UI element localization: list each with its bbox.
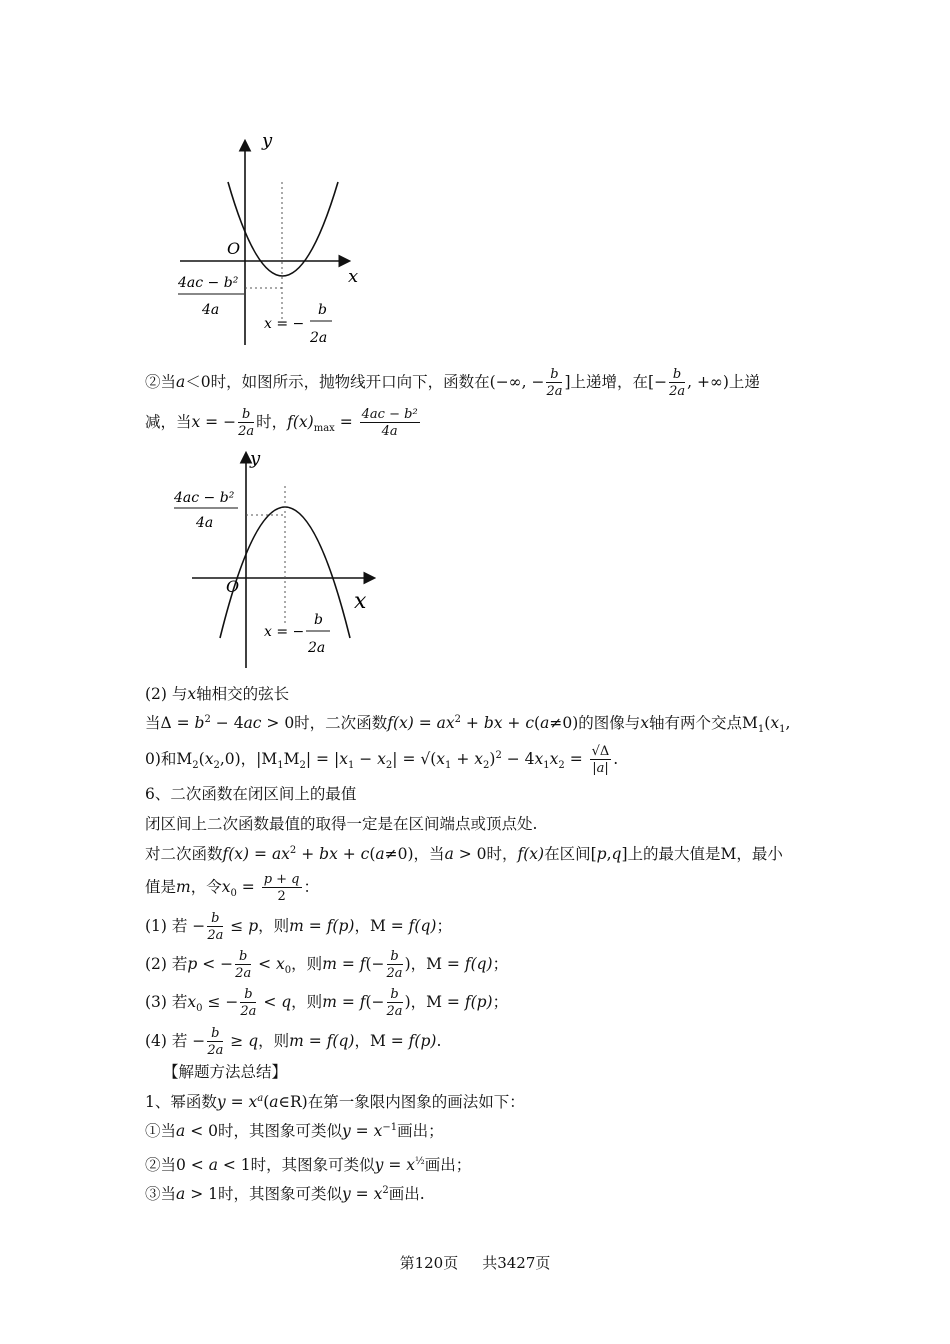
parabola-downward-figure (168, 448, 383, 673)
vertex-num: b (318, 302, 327, 318)
min-value-num: 4ac − b² (178, 275, 239, 291)
vertex-den: 2a (308, 640, 326, 656)
method-4: ③当a > 1时，其图象可类似$y = x^2$画出. (145, 1184, 425, 1203)
method-3: ②当0 < a < 1时，其图象可类似$y = x^{\frac{1}{2}}$画出； (145, 1155, 472, 1174)
y-axis-label: y (262, 130, 273, 151)
page-total: 共3427页 (482, 1254, 551, 1272)
origin-label: O (226, 577, 240, 596)
method-summary-title: 【解题方法总结】 (163, 1063, 288, 1081)
parabola-upward-figure (170, 130, 370, 350)
para-case-a-negative-2: 减，当x = − $\frac{b}{2a}$ 时，$f(x)_{max}$ = $\frac{\text{4ac − b²}}{4a}$ (145, 407, 418, 439)
case-1: (1) 若 − $\frac{b}{2a}$ ≤ p，则m = f(p)，M = f(q)； (145, 911, 452, 943)
vertex-label: x = − (264, 316, 305, 332)
section-chord-title: (2) 与x轴相交的弦长 (145, 685, 290, 703)
case-4: (4) 若 − $\frac{b}{2a}$ ≥ q，则m = f(q)，M = f(p). (145, 1026, 442, 1058)
case-2: (2) 若p < − $\frac{b}{2a}$ < $x_0$，则m = f(− $\frac{b}{2a}$ )，M = f(q)； (145, 949, 509, 981)
max-value-den: 4a (196, 515, 214, 531)
y-axis-label: y (250, 448, 261, 469)
section-6-line-1: 闭区间上二次函数最值的取得一定是在区间端点或顶点处. (145, 815, 538, 833)
para-case-a-negative-1: ②当a＜0时，如图所示，抛物线开口向下，函数在(−∞, − $\frac{b}{2a}$ ]上递增，在[− $\frac{b}{2a}$ , +∞)上递 (145, 367, 760, 399)
page-footer (0, 1252, 950, 1273)
section-chord-line-1: 当$\Delta = b^2 - 4ac > 0$时，二次函数$f(x) = ax^2$ + bx + c(a≠0)的图像与x轴有两个交点$M_1(x_1$, (145, 713, 791, 736)
origin-label: O (227, 239, 241, 258)
x-axis-label: x (354, 589, 367, 614)
min-value-den: 4a (202, 302, 220, 318)
section-6-line-3: 值是m，令$x_0$ = $\frac{p + q}{2}$ ： (145, 872, 320, 904)
section-6-line-2: 对二次函数$f(x) = ax^2$ + bx + c(a≠0)，当a > 0时，f(x)在区间[p,q]上的最大值是M，最小 (145, 844, 783, 863)
case-3: (3) 若$x_0$ ≤ − $\frac{b}{2a}$ < q，则m = f(− $\frac{b}{2a}$ )，M = f(p)； (145, 987, 509, 1019)
method-1: 1、幂函数$y = x^a(a\in R)$在第一象限内图象的画法如下： (145, 1092, 525, 1111)
page-number: 第120页 (399, 1254, 459, 1272)
section-6-title: 6、二次函数在闭区间上的最值 (145, 785, 357, 803)
method-2: ①当a < 0时，其图象可类似$y = x^{-1}$画出； (145, 1121, 444, 1140)
x-axis-label: x (348, 266, 359, 287)
max-value-num: 4ac − b² (174, 490, 235, 506)
vertex-label: x = − (264, 624, 305, 640)
section-chord-line-2: 0)和$M_2(x_2,0)$，$|M_1M_2| = |x_1 - x_2| = √(x_1 + x_2)^2 - 4x_1x_2$ = $\frac{√\Delta}{|a|}$ . (145, 744, 619, 776)
vertex-den: 2a (310, 330, 328, 346)
vertex-num: b (314, 612, 323, 628)
